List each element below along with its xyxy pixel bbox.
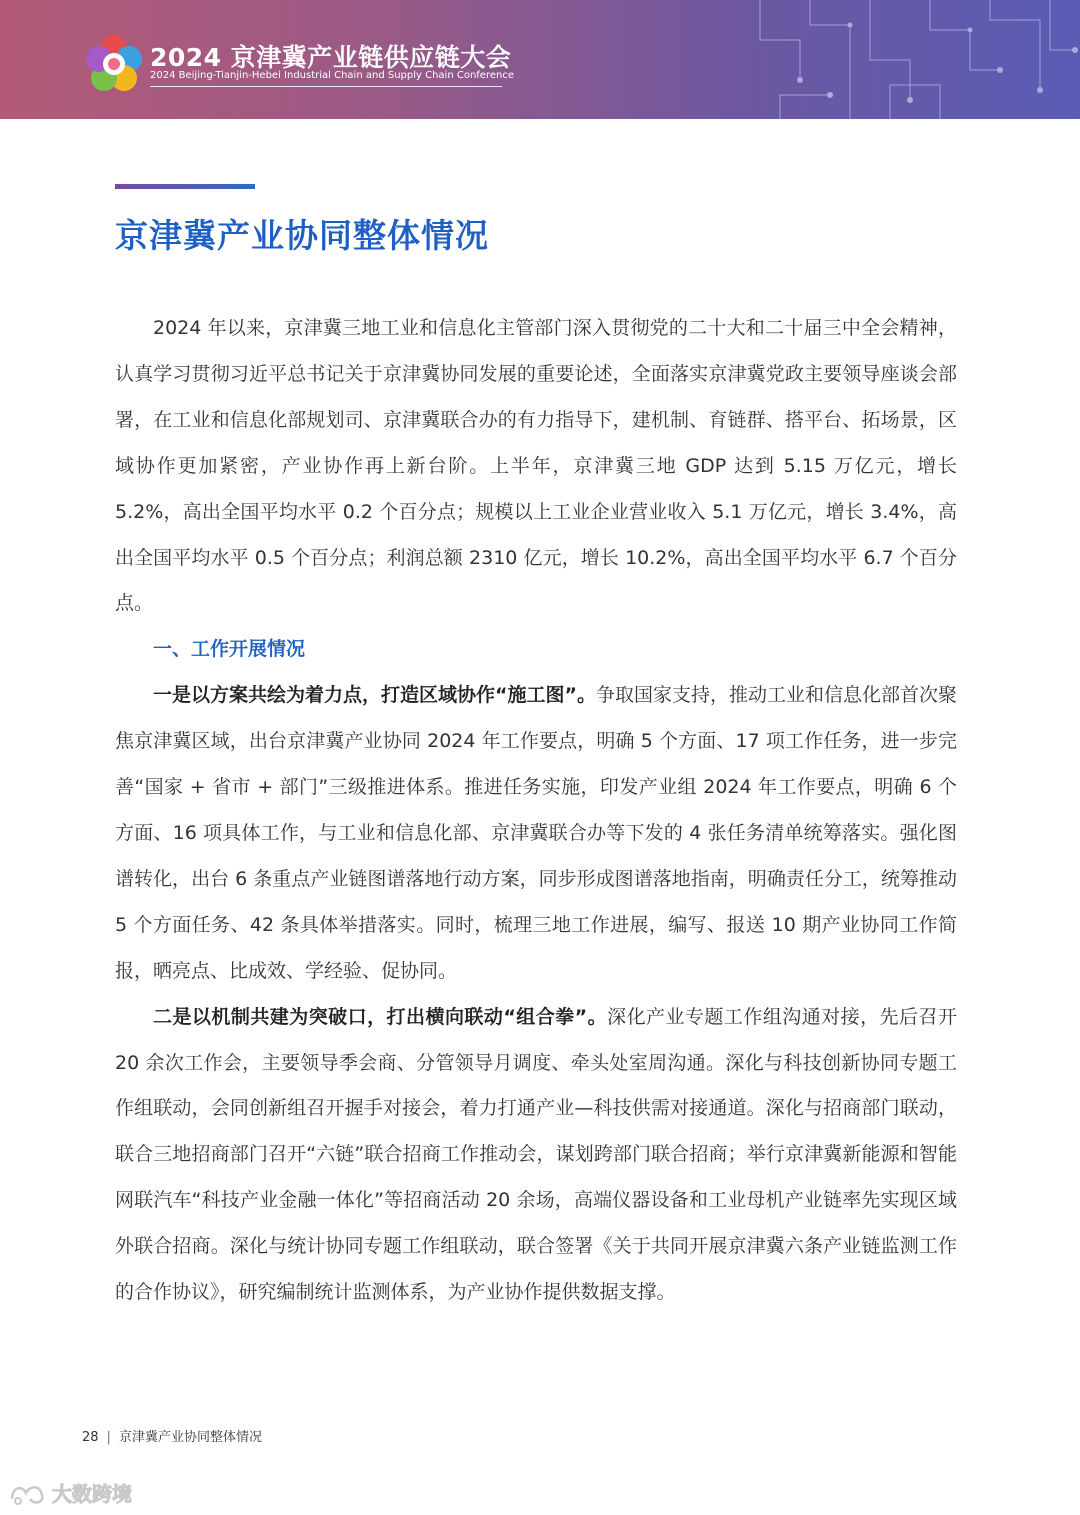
footer-section-label: 京津冀产业协同整体情况 [118,1430,262,1445]
page-title: 京津冀产业协同整体情况 [115,216,489,255]
flower-logo-icon [84,34,144,94]
header-banner [0,0,1080,119]
watermark [8,1478,132,1507]
conference-subtitle: 2024 Beijing-Tianjin-Hebei Industrial Chain and Supply Chain Conference [150,70,514,81]
conference-title: 2024 京津冀产业链供应链大会 [150,43,512,72]
subheading-work-progress: 一、工作开展情况 [153,638,306,661]
paragraph-mechanism [115,995,957,1316]
page-number: 28 [82,1430,99,1445]
footer-separator: | [106,1430,111,1445]
paragraph-plan-lead: 一是以方案共绘为着力点，打造区域协作“施工图”。 [153,684,596,707]
paragraph-plan-body: 争取国家支持，推动工业和信息化部首次聚焦京津冀区域，出台京津冀产业协同 2024 年工作要点，明确 5 个方面、17 项工作任务，进一步完善“国家 + 省市 + 部门”三级推进体系。推进任务实施，印发产业组 2024 年工作要点，明确 6 个方面、16 项具体工作，与工业和信息化部、京津冀联合办等下发的 4 张任务清单统筹落实。强化图谱转化，出台 6 条重点产业链图谱落地行动方案，同步形成图谱落地指南，明确责任分工，统筹推动 5 个方面任务、42 条具体举措落实。同时，梳理三地工作进展，编写、报送 10 期产业协同工作简报，晒亮点、比成效、学经验、促协同。 [115,684,957,982]
watermark-logo-icon [8,1479,48,1507]
page-footer [82,1426,262,1445]
article-body [115,306,957,1316]
paragraph-mechanism-body: 深化产业专题工作组沟通对接，先后召开 20 余次工作会，主要领导季会商、分管领导月调度、牵头处室周沟通。深化与科技创新协同专题工作组联动，会同创新组召开握手对接会，着力打通产业—科技供需对接通道。深化与招商部门联动，联合三地招商部门召开“六链”联合招商工作推动会，谋划跨部门联合招商；举行京津冀新能源和智能网联汽车“科技产业金融一体化”等招商活动 20 余场，高端仪器设备和工业母机产业链率先实现区域外联合招商。深化与统计协同专题工作组联动，联合签署《关于共同开展京津冀六条产业链监测工作的合作协议》，研究编制统计监测体系，为产业协作提供数据支撑。 [115,1005,957,1304]
watermark-text: 大数跨境 [52,1482,132,1506]
circuit-pattern-icon [740,0,1080,119]
paragraph-plan [115,673,957,994]
section-accent-bar [115,184,255,189]
banner-divider [150,86,502,87]
intro-paragraph: 2024 年以来，京津冀三地工业和信息化主管部门深入贯彻党的二十大和二十届三中全会精神，认真学习贯彻习近平总书记关于京津冀协同发展的重要论述，全面落实京津冀党政主要领导座谈会部署，在工业和信息化部规划司、京津冀联合办的有力指导下，建机制、育链群、搭平台、拓场景，区域协作更加紧密，产业协作再上新台阶。上半年，京津冀三地 GDP 达到 5.15 万亿元，增长 5.2%，高出全国平均水平 0.2 个百分点；规模以上工业企业营业收入 5.1 万亿元，增长 3.4%，高出全国平均水平 0.5 个百分点；利润总额 2310 亿元，增长 10.2%，高出全国平均水平 6.7 个百分点。 [115,317,957,615]
paragraph-mechanism-lead: 二是以机制共建为突破口，打出横向联动“组合拳”。 [153,1005,608,1028]
